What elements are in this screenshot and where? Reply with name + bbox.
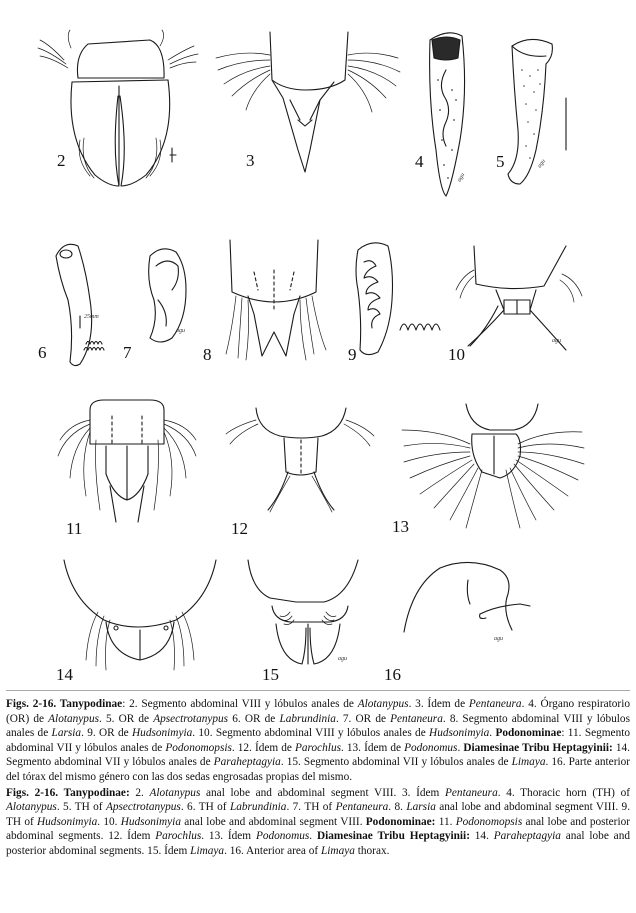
fig11-drawing [58, 400, 196, 538]
caption_en-run: anal lobe and posterior abdominal segments. 15. Ídem [6, 830, 630, 857]
caption_es-run: : 11. Segmento abdominal VII y lóbulos anales de [6, 727, 631, 754]
caption_es-run: Larsia [51, 727, 82, 740]
fig10-number: 10 [448, 345, 465, 364]
fig12-number: 12 [231, 519, 248, 538]
fig4-drawing [415, 33, 466, 196]
caption_en-run: . 8. [388, 801, 407, 814]
fig16-drawing [384, 562, 530, 684]
caption_es-run: Labrundinia [279, 712, 336, 725]
fig13-drawing [392, 404, 584, 536]
caption_es-run: Hudsonimyia [429, 727, 490, 740]
caption_es-run: 6. OR de [228, 712, 280, 725]
caption_en-run: thorax. [354, 844, 390, 857]
caption_en-run: Labrundinia [229, 801, 287, 814]
fig16-number: 16 [384, 665, 401, 684]
caption_en-run: Pentaneura [335, 801, 389, 814]
caption_en-run: . 16. Anterior area of [224, 844, 322, 857]
fig9-number: 9 [348, 345, 357, 364]
caption_en-run: . 13. Ídem [201, 830, 256, 843]
caption_en-run: anal lobe and abdominal segment VIII. [180, 815, 366, 828]
caption_en-run: . 4. Thoracic horn (TH) of [497, 786, 630, 799]
caption_es-run: : 2. Segmento abdominal VIII y lóbulos anales de [122, 698, 358, 710]
caption_en-run: Diamesinae Tribu Heptagyinii: [316, 830, 470, 843]
fig5-number: 5 [496, 152, 505, 171]
caption_es-run: Tanypodinae [59, 698, 123, 710]
caption_en-run: Hudsonimyia [37, 815, 98, 828]
caption_es-run: Podonomus [404, 741, 458, 754]
caption_en-run: . 7. TH of [286, 801, 336, 814]
caption_es-run: Podonominae [495, 727, 562, 740]
fig15-signature: agu [338, 656, 347, 662]
caption_es-run: . 12. Ídem de [231, 741, 295, 754]
caption_en-run: Parochlus [155, 830, 202, 843]
caption_es-run: . 8. Segmento abdominal VIII y lóbulos anales de [6, 712, 630, 740]
fig7-drawing [123, 249, 186, 362]
fig7-number: 7 [123, 343, 132, 362]
caption_es-run: . 3. Ídem de [408, 698, 469, 710]
caption_es-run: Figs. 2-16. [6, 698, 60, 710]
fig8-drawing [203, 240, 326, 364]
fig8-number: 8 [203, 345, 212, 364]
caption_en-run: 14. [469, 830, 494, 843]
caption_es-run: . 4. Órgano respiratorio (OR) de [6, 698, 630, 725]
caption_en-run: Paraheptagyia [493, 830, 561, 843]
caption_es-run: Podonomopsis [165, 741, 232, 754]
caption_es-run: Alotanypus [48, 712, 99, 725]
fig10-signature: agu [552, 338, 561, 344]
caption_en-run: Larsia [406, 801, 436, 814]
caption_en-run: Hudsonimyia [120, 815, 181, 828]
fig13-number: 13 [392, 517, 409, 536]
caption_es-run: Hudsonimyia [132, 727, 193, 740]
fig15-drawing [248, 560, 358, 684]
fig4-signature: agu [456, 172, 467, 183]
caption_en-run: Podonomus [255, 830, 310, 843]
caption_en-run: Limaya [321, 844, 355, 857]
fig2-number: 2 [57, 151, 66, 170]
caption_es-run: . 13. Ídem de [341, 741, 405, 754]
caption_es-run: Limaya [511, 756, 546, 769]
fig4-number: 4 [415, 152, 424, 171]
caption_en-run: . 10. [97, 815, 121, 828]
caption_es-run: . 5. OR de [99, 712, 154, 725]
caption_es-run: . [457, 741, 464, 754]
fig14-drawing [56, 560, 216, 684]
caption_es-run: Paraheptagyia [213, 756, 281, 769]
fig2-drawing [38, 30, 198, 186]
caption-english [6, 786, 630, 859]
caption_es-run: Diamesinae Tribu Heptagyinii: [463, 741, 613, 754]
caption_es-run: . 15. Segmento abdominal VII y lóbulos anales de [280, 756, 512, 769]
caption_es-run: Pentaneura [390, 712, 443, 725]
caption_en-run: Alotanypus [6, 801, 57, 814]
caption_en-run: Pentaneura [445, 786, 498, 799]
caption_es-run: Parochlus [294, 741, 341, 754]
caption_es-run: Pentaneura [468, 698, 522, 710]
caption_es-run: . 9. OR de [81, 727, 133, 740]
caption_es-run: . 16. Parte anterior del tórax del mismo género con las dos sedas engrosadas propias del mismo. [6, 756, 631, 783]
fig7-signature: agu [176, 328, 185, 334]
fig15-number: 15 [262, 665, 279, 684]
caption_en-run: . [309, 830, 317, 843]
caption_en-run: Figs. 2-16. Tanypodinae: [6, 786, 136, 799]
fig14-number: 14 [56, 665, 73, 684]
fig5-signature: agu [536, 158, 547, 170]
caption_en-run: 11. [435, 815, 456, 828]
fig6-drawing [38, 244, 104, 365]
caption-separator [6, 690, 630, 691]
fig11-number: 11 [66, 519, 83, 538]
caption_en-run: Apsectrotanypus [105, 801, 181, 814]
fig16-signature: agu [494, 636, 503, 642]
caption_en-run: anal lobe and abdominal segment VIII. 3. Ídem [200, 786, 446, 799]
caption_en-run: anal lobe and abdominal segment VIII. 9. TH of [6, 801, 631, 828]
caption_en-run: 2. [135, 786, 150, 799]
fig5-drawing [496, 39, 566, 184]
caption_en-run: . 5. TH of [56, 801, 106, 814]
fig9-drawing [348, 243, 440, 364]
caption_es-run: . 7. OR de [335, 712, 391, 725]
caption-block [6, 697, 630, 860]
caption_es-run: 14. Segmento abdominal VII y lóbulos anales de [6, 741, 630, 769]
fig6-scale-label: 25mm [84, 314, 99, 320]
caption_es-run: . 10. Segmento abdominal VIII y lóbulos anales de [192, 727, 430, 740]
caption_en-run: Alotanypus [149, 786, 201, 799]
fig6-number: 6 [38, 343, 47, 362]
fig3-drawing [216, 32, 400, 172]
caption_en-run: anal lobe and posterior abdominal segments. 12. Ídem [6, 815, 630, 843]
caption-spanish [6, 697, 630, 785]
caption_en-run: Limaya [190, 844, 225, 857]
caption_es-run: . [489, 727, 496, 740]
fig3-number: 3 [246, 151, 255, 170]
caption_es-run: Apsectrotanypus [153, 712, 229, 725]
caption_es-run: Alotanypus [357, 698, 409, 710]
fig12-drawing [226, 408, 374, 538]
caption_en-run: Podonomopsis [455, 815, 523, 828]
caption_en-run: . 6. TH of [180, 801, 230, 814]
fig10-drawing [448, 246, 582, 364]
caption_en-run: Podonominae: [365, 815, 436, 828]
